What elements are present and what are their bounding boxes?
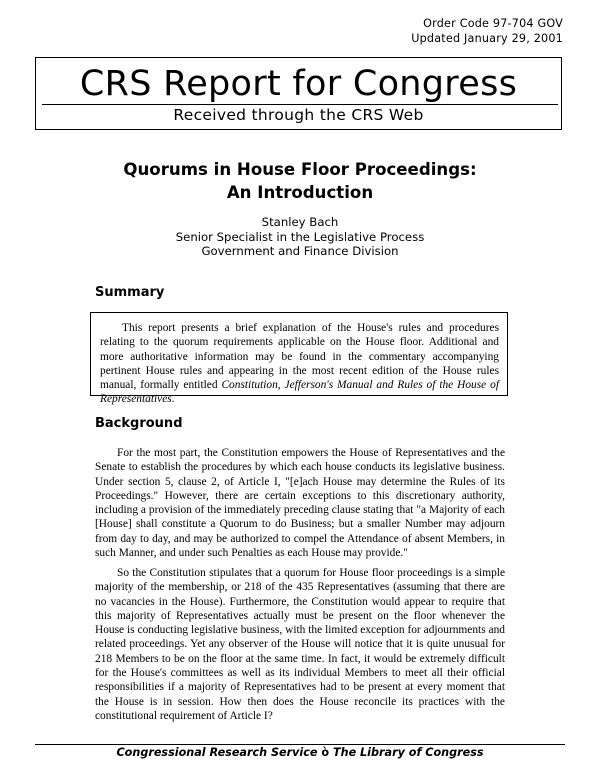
- background-paragraph-1: For the most part, the Constitution empowers the House of Representatives and the Senate to establish the procedures by which each house conducts its legislative business. Under section 5, clause 2, of Article I, "[e]ach House may determine the Rules of its Proceedings." However, there are certain exceptions to this discretionary authority, including a provision of the immediately preceding clause stating that "a Majority of each [House] shall constitute a Quorum to do Business; but a smaller Number may adjourn from day to day, and may be authorized to compel the Attendance of absent Members, in such Manner, and under such Penalties as each House may provide.": [95, 447, 505, 560]
- rules-manual-title: Constitution, Jefferson's Manual and Rules of the House of Representatives: [100, 379, 499, 406]
- summary-text: [100, 321, 499, 407]
- order-info: [411, 16, 563, 46]
- background-heading: Background: [95, 416, 183, 431]
- author-name: Stanley Bach: [261, 215, 339, 229]
- author-title: Senior Specialist in the Legislative Process: [175, 229, 425, 244]
- author-block: [0, 215, 600, 259]
- summary-box: [90, 312, 508, 406]
- bullet-separator-icon: ò: [321, 746, 330, 759]
- report-header-title: CRS Report for Congress: [79, 64, 518, 104]
- background-paragraph-1-container: [95, 446, 505, 560]
- footer-library-of-congress: The Library of Congress: [332, 746, 484, 759]
- footer: [0, 745, 600, 760]
- background-paragraph-2: So the Constitution stipulates that a quorum for House floor proceedings is a simple majority of the membership, or 218 of the 435 Representatives (assuming that there are no vacancies in the House). Furthermore, the Constitution would appear to require that this majority of Representatives actually must be present on the floor whenever the House is conducting legislative business, with the limited exception for adjournments and related proceedings. Yet any observer of the House will notice that it is quite unusual for 218 Members to be on the floor at the same time. In fact, it would be extremely difficult for the House's committees as well as its individual Members to meet all their official responsibilities if a majority of Representatives had to be present at every moment that the House is in session. How then does the House reconcile its practices with the constitutional requirement of Article I?: [95, 567, 505, 722]
- background-paragraph-2-container: [95, 566, 505, 723]
- document-title-line-1: Quorums in House Floor Proceedings:: [123, 160, 477, 179]
- author-division: Government and Finance Division: [201, 244, 399, 258]
- footer-crs: Congressional Research Service: [116, 746, 318, 759]
- report-header-box: [35, 57, 562, 130]
- report-header-subtitle: Received through the CRS Web: [173, 106, 424, 124]
- summary-heading: Summary: [95, 285, 165, 300]
- header-divider: [42, 104, 558, 105]
- order-code: Order Code 97-704 GOV: [423, 17, 563, 30]
- summary-text-end: .: [171, 393, 175, 406]
- updated-date: Updated January 29, 2001: [411, 32, 563, 45]
- document-title: [0, 158, 600, 204]
- document-title-line-2: An Introduction: [226, 183, 374, 202]
- summary-text-main: This report presents a brief explanation of the House's rules and procedures relating to the quorum requirements applicable on the House floor. Additional and more authoritative information may be found in the commentary accompanying pertinent House rules and appearing in the most recent edition of the House rules manual, formally entitled: [100, 322, 499, 392]
